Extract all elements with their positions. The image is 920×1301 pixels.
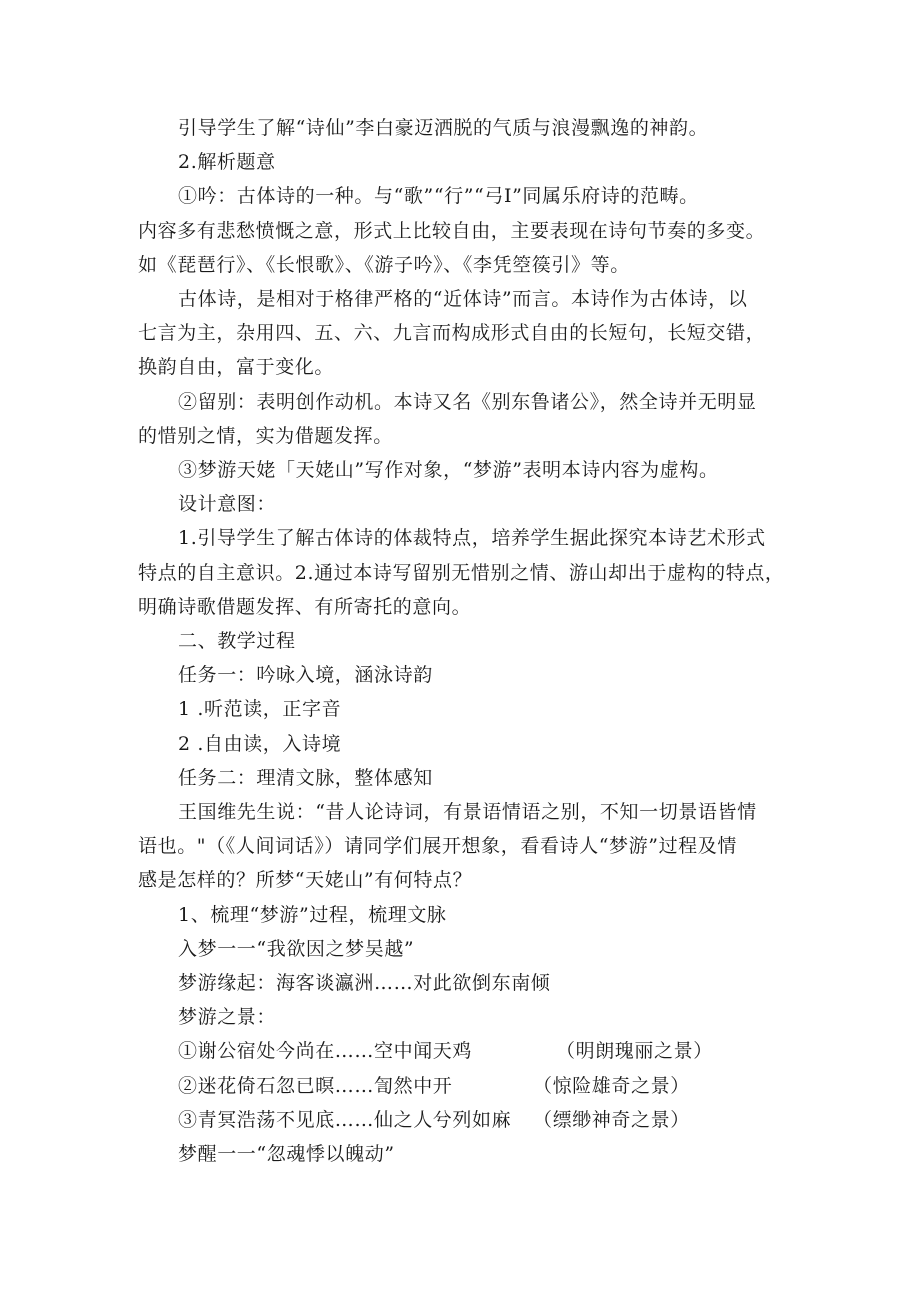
scene-line — [178, 1074, 452, 1098]
text-line: 2.解析题意 — [178, 151, 276, 174]
scene-note: （惊险雄奇之景） — [533, 1074, 690, 1097]
text-line: 七言为主，杂用四、五、六、九言而构成形式自由的长短句，长短交错， — [138, 322, 766, 345]
text-line: 任务二：理清文脉，整体感知 — [178, 766, 433, 789]
text-line: 1、梳理“梦游”过程，梳理文脉 — [178, 903, 447, 926]
text-line: ③梦游天姥「天姥山”写作对象，“梦游”表明本诗内容为虚构。 — [178, 459, 719, 481]
text-line: 二、教学过程 — [178, 630, 296, 652]
scene-text: ③青冥浩荡不见底……仙之人兮列如麻 — [178, 1108, 512, 1131]
text-line: 1 .听范读，正字音 — [178, 698, 342, 721]
text-line: 语也。"（《人间词话》）请同学们展开想象，看看诗人“梦游”过程及情 — [138, 835, 737, 858]
text-line: 感是怎样的？所梦“天姥山”有何特点？ — [138, 869, 473, 892]
text-line: 特点的自主意识。2.通过本诗写留别无惜别之情、游山却出于虚构的特点， — [138, 561, 785, 584]
text-line: ②留别：表明创作动机。本诗又名《别东鲁诸公》，然全诗并无明显 — [178, 390, 757, 413]
text-line: 设计意图： — [178, 493, 277, 516]
scene-note: （明朗瑰丽之景） — [556, 1040, 713, 1063]
scene-note: （缥缈神奇之景） — [533, 1108, 690, 1131]
text-line: 梦游缘起：海客谈瀛洲……对此欲倒东南倾 — [178, 972, 551, 994]
text-line: 引导学生了解“诗仙”李白豪迈洒脱的气质与浪漫飘逸的神韵。 — [178, 117, 709, 139]
text-line: 明确诗歌借题发挥、有所寄托的意向。 — [138, 595, 472, 618]
text-line: 2 .自由读，入诗境 — [178, 732, 342, 755]
text-line: 古体诗，是相对于格律严格的“近体诗”而言。本诗作为古体诗，以 — [178, 288, 748, 310]
text-line: ①吟：古体诗的一种。与“歌”“行”“弓I”同属乐府诗的范畴。 — [178, 185, 699, 208]
text-line: 的惜别之情，实为借题发挥。 — [138, 424, 393, 447]
scene-text: ②迷花倚石忽已暝……訇然中开 — [178, 1074, 453, 1097]
closing-line: 梦醒一一“忽魂悸以魄动” — [178, 1143, 395, 1165]
text-line: 1.引导学生了解古体诗的体裁特点，培养学生据此探究本诗艺术形式 — [178, 527, 766, 550]
scene-line — [178, 1039, 472, 1063]
text-line: 换韵自由，富于变化。 — [138, 356, 335, 379]
text-line: 内容多有悲愁愤慨之意，形式上比较自由，主要表现在诗句节奏的多变。 — [138, 219, 766, 242]
text-line: 任务一：吟咏入境，涵泳诗韵 — [178, 664, 433, 687]
text-line: 如《琵琶行》、《长恨歌》、《游子吟》、《李凭箜篌引》等。 — [138, 253, 630, 276]
scene-line — [178, 1108, 511, 1132]
text-line: 入梦一一“我欲因之梦吴越” — [178, 937, 415, 960]
text-line: 梦游之景： — [178, 1006, 277, 1029]
text-line: 王国维先生说：“昔人论诗词，有景语情语之别，不知一切景语皆情 — [178, 801, 757, 823]
scene-text: ①谢公宿处今尚在……空中闻天鸡 — [178, 1040, 473, 1063]
